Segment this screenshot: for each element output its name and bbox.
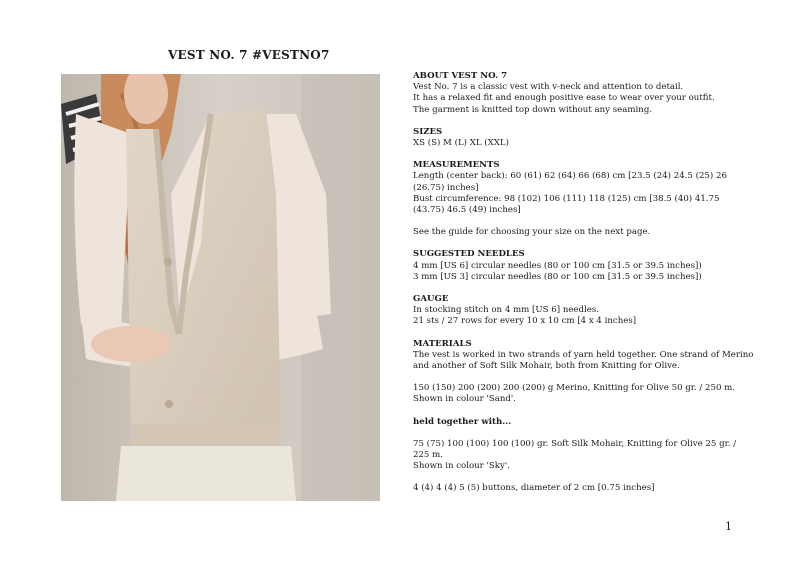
needles-section <box>413 249 743 283</box>
materials-text: The vest is worked in two strands of yarn held together. One strand of Merino <box>413 349 754 360</box>
mohair-text: 75 (75) 100 (100) 100 (100) gr. Soft Silk Mohair, Knitting for Olive 25 gr. / <box>413 438 737 449</box>
sizes-text: XS (S) M (L) XL (XXL) <box>413 138 509 149</box>
materials-heading: MATERIALS <box>413 338 472 349</box>
needles-text: 3 mm [US 3] circular needles (80 or 100 cm [31.5 or 39.5 inches]) <box>413 271 702 282</box>
merino-text: Shown in colour 'Sand'. <box>413 394 517 405</box>
mohair-section <box>413 439 743 473</box>
buttons-note: 4 (4) 4 (4) 5 (5) buttons, diameter of 2 cm [0.75 inches] <box>413 483 655 494</box>
page-title: VEST NO. 7 #VESTNO7 <box>168 48 330 62</box>
materials-text: and another of Soft Silk Mohair, both from Knitting for Olive. <box>413 361 680 372</box>
measurements-text: Bust circumference: 98 (102) 106 (111) 118 (125) cm [38.5 (40) 41.75 <box>413 193 720 204</box>
merino-text: 150 (150) 200 (200) 200 (200) g Merino, Knitting for Olive 50 gr. / 250 m. <box>413 383 736 394</box>
gauge-text: 21 sts / 27 rows for every 10 x 10 cm [4 x 4 inches] <box>413 316 637 327</box>
about-text: It has a relaxed fit and enough positive ease to wear over your outfit. <box>413 93 715 104</box>
measurements-section <box>413 160 743 216</box>
materials-section <box>413 338 754 373</box>
pattern-info <box>413 71 754 506</box>
sizes-heading: SIZES <box>413 126 443 137</box>
measurements-text: Length (center back): 60 (61) 62 (64) 66 (68) cm [23.5 (24) 24.5 (25) 26 <box>413 171 727 182</box>
about-text: The garment is knitted top down without any seaming. <box>413 104 653 115</box>
merino-section <box>413 383 743 405</box>
buttons-section <box>413 483 743 494</box>
gauge-heading: GAUGE <box>413 294 449 305</box>
gauge-section <box>413 294 743 328</box>
about-section <box>413 71 743 116</box>
measurements-heading: MEASUREMENTS <box>413 160 500 171</box>
product-photo <box>61 74 380 501</box>
gauge-text: In stocking stitch on 4 mm [US 6] needles. <box>413 305 599 316</box>
about-heading: ABOUT VEST NO. 7 <box>413 71 508 81</box>
held-together-heading: held together with... <box>413 416 512 427</box>
mohair-text: 225 m. <box>413 450 444 461</box>
guide-note: See the guide for choosing your size on the next page. <box>413 227 651 238</box>
sizes-section <box>413 127 743 149</box>
needles-text: 4 mm [US 6] circular needles (80 or 100 cm [31.5 or 39.5 inches]) <box>413 260 702 271</box>
guide-note-section <box>413 227 743 238</box>
about-text: Vest No. 7 is a classic vest with v-neck and attention to detail. <box>413 82 684 93</box>
measurements-text: (26.75) inches] <box>413 182 479 193</box>
measurements-text: (43.75) 46.5 (49) inches] <box>413 205 521 216</box>
needles-heading: SUGGESTED NEEDLES <box>413 249 525 260</box>
page-number: 1 <box>725 520 732 533</box>
vest-photo-illustration <box>61 74 380 501</box>
held-together-section <box>413 417 743 428</box>
mohair-text: Shown in colour 'Sky'. <box>413 461 510 472</box>
